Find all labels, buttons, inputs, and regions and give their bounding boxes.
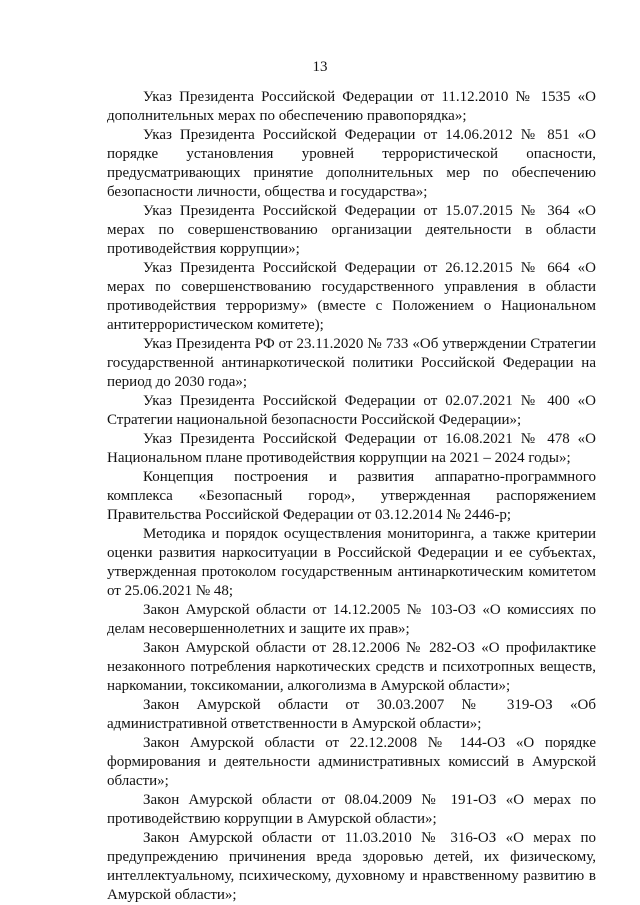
list-item: Указ Президента РФ от 23.11.2020 № 733 «Об утверждении Стратегии государственной антинаркотической политики Российской Федерации на период до 2030 года»; [107,336,596,390]
list-item: Закон Амурской области от 11.03.2010 № 316-ОЗ «О мерах по предупреждению причинения вреда здоровью детей, их физическому, интеллектуальному, психическому, духовному и нравственному развитию в Амурской области»; [107,830,596,903]
list-item: Указ Президента Российской Федерации от 11.12.2010 № 1535 «О дополнительных мерах по обеспечению правопорядка»; [107,89,596,124]
list-item: Указ Президента Российской Федерации от 16.08.2021 № 478 «О Национальном плане противодействия коррупции на 2021 – 2024 годы»; [107,431,596,466]
list-item: Закон Амурской области от 08.04.2009 № 191-ОЗ «О мерах по противодействию коррупции в Амурской области»; [107,792,596,827]
legal-acts-list [107,88,596,905]
list-item: Указ Президента Российской Федерации от 14.06.2012 № 851 «О порядке установления уровней террористической опасности, предусматривающих принятие дополнительных мер по обеспечению безопасности личности, общества и государства»; [107,127,596,200]
list-item: Закон Амурской области от 28.12.2006 № 282-ОЗ «О профилактике незаконного потребления наркотических средств и психотропных веществ, наркомании, токсикомании, алкоголизма в Амурской области»; [107,640,596,694]
page-number: 13 [312,59,328,75]
list-item: Указ Президента Российской Федерации от 02.07.2021 № 400 «О Стратегии национальной безопасности Российской Федерации»; [107,393,596,428]
list-item: Закон Амурской области от 22.12.2008 № 144-ОЗ «О порядке формирования и деятельности административных комиссий в Амурской области»; [107,735,596,789]
list-item: Указ Президента Российской Федерации от 26.12.2015 № 664 «О мерах по совершенствованию государственного управления в области противодействия терроризму» (вместе с Положением о Национальном антитеррористическом комитете); [107,260,596,333]
list-item: Закон Амурской области от 30.03.2007 № 319-ОЗ «Об административной ответственности в Амурской области»; [107,697,596,732]
list-item: Методика и порядок осуществления мониторинга, а также критерии оценки развития наркоситуации в Российской Федерации и ее субъектах, утвержденная протоколом государственным антинаркотическим комитетом от 25.06.2021 № 48; [107,526,596,599]
list-item: Концепция построения и развития аппаратно-программного комплекса «Безопасный город», утвержденная распоряжением Правительства Российской Федерации от 03.12.2014 № 2446-р; [107,469,596,523]
list-item: Указ Президента Российской Федерации от 15.07.2015 № 364 «О мерах по совершенствованию организации деятельности в области противодействия коррупции»; [107,203,596,257]
list-item: Закон Амурской области от 14.12.2005 № 103-ОЗ «О комиссиях по делам несовершеннолетних и защите их прав»; [107,602,596,637]
